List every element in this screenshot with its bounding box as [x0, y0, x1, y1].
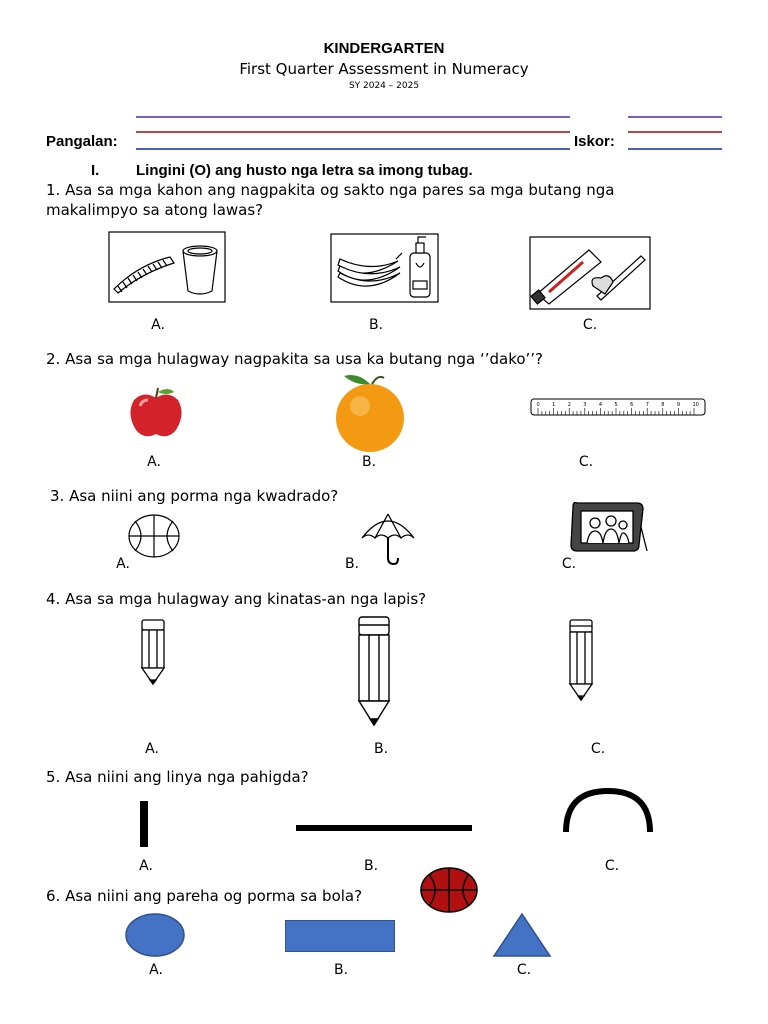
name-line-top — [136, 116, 570, 118]
ruler-image[interactable] — [530, 398, 706, 416]
question-1-option-c[interactable]: C. — [582, 317, 598, 333]
question-5-option-c[interactable]: C. — [604, 858, 620, 874]
question-3-text: 3. Asa niini ang porma nga kwadrado? — [50, 487, 339, 505]
circle-shape-image[interactable] — [124, 912, 186, 958]
question-4-option-c[interactable]: C. — [590, 741, 606, 757]
question-3-option-b[interactable]: B. — [344, 556, 360, 572]
ruler-number: 8 — [661, 402, 665, 408]
tall-pencil-image[interactable] — [356, 615, 392, 727]
short-pencil-c-image[interactable] — [567, 618, 595, 702]
curved-line-image[interactable] — [561, 786, 655, 834]
toothpaste-and-toothbrush-image[interactable] — [529, 236, 651, 310]
question-3-option-c[interactable]: C. — [561, 556, 577, 572]
question-1-option-a[interactable]: A. — [151, 317, 165, 333]
name-line-mid[interactable] — [136, 131, 570, 133]
ruler-number: 0 — [536, 402, 540, 408]
ruler-number: 7 — [645, 402, 649, 408]
question-5-text: 5. Asa niini ang linya nga pahigda? — [46, 768, 309, 786]
question-5-option-a[interactable]: A. — [139, 858, 153, 874]
page-title: KINDERGARTEN — [323, 40, 445, 57]
ruler-number: 1 — [552, 402, 556, 408]
vertical-line-image[interactable] — [140, 801, 148, 847]
question-4-option-a[interactable]: A. — [145, 741, 159, 757]
short-pencil-a-image[interactable] — [139, 618, 167, 686]
ruler-number: 2 — [567, 402, 571, 408]
section-number: I. — [91, 162, 100, 179]
school-year: SY 2024 – 2025 — [348, 81, 420, 91]
score-line-bottom[interactable] — [628, 148, 722, 150]
ruler-number: 3 — [583, 402, 587, 408]
section-instruction: Lingini (O) ang husto nga letra sa imong tubag. — [136, 162, 473, 179]
question-1-option-b[interactable]: B. — [368, 317, 384, 333]
bananas-and-shampoo-image[interactable] — [330, 233, 439, 303]
ruler-number: 6 — [630, 402, 634, 408]
question-2-option-a[interactable]: A. — [147, 454, 161, 470]
question-2-option-b[interactable]: B. — [361, 454, 377, 470]
picture-frame-image[interactable] — [567, 497, 651, 555]
ruler-number: 4 — [598, 402, 603, 408]
question-2-option-c[interactable]: C. — [578, 454, 594, 470]
ball-image — [419, 866, 479, 914]
apple-image[interactable] — [126, 386, 186, 440]
comb-and-cup-image[interactable] — [108, 231, 226, 303]
basketball-image[interactable] — [127, 513, 181, 559]
name-line-bottom[interactable] — [136, 148, 570, 150]
ruler-number: 9 — [676, 402, 681, 408]
ruler-number: 10 — [692, 402, 699, 408]
score-line-mid[interactable] — [628, 131, 722, 133]
question-4-text: 4. Asa sa mga hulagway ang kinatas-an nga lapis? — [46, 590, 427, 608]
rectangle-shape-image[interactable] — [285, 920, 395, 952]
umbrella-image[interactable] — [360, 510, 416, 566]
page-subtitle: First Quarter Assessment in Numeracy — [239, 60, 529, 78]
score-line-top — [628, 116, 722, 118]
triangle-shape-image[interactable] — [492, 912, 552, 958]
question-2-text: 2. Asa sa mga hulagway nagpakita sa usa ka butang nga ‘’dako’’? — [46, 350, 544, 368]
question-6-text: 6. Asa niini ang pareha og porma sa bola? — [46, 887, 363, 905]
question-5-option-b[interactable]: B. — [363, 858, 379, 874]
name-label: Pangalan: — [46, 133, 118, 150]
score-label: Iskor: — [574, 133, 615, 150]
ruler-number: 5 — [614, 402, 618, 408]
horizontal-line-image[interactable] — [296, 825, 472, 831]
question-1-line-1: 1. Asa sa mga kahon ang nagpakita og sakto nga pares sa mga butang nga — [46, 181, 615, 199]
orange-image[interactable] — [318, 370, 414, 454]
question-6-option-a[interactable]: A. — [149, 962, 163, 978]
question-4-option-b[interactable]: B. — [373, 741, 389, 757]
question-3-option-a[interactable]: A. — [116, 556, 130, 572]
question-1-line-2: makalimpyo sa atong lawas? — [46, 201, 264, 219]
question-6-option-b[interactable]: B. — [333, 962, 349, 978]
question-6-option-c[interactable]: C. — [516, 962, 532, 978]
